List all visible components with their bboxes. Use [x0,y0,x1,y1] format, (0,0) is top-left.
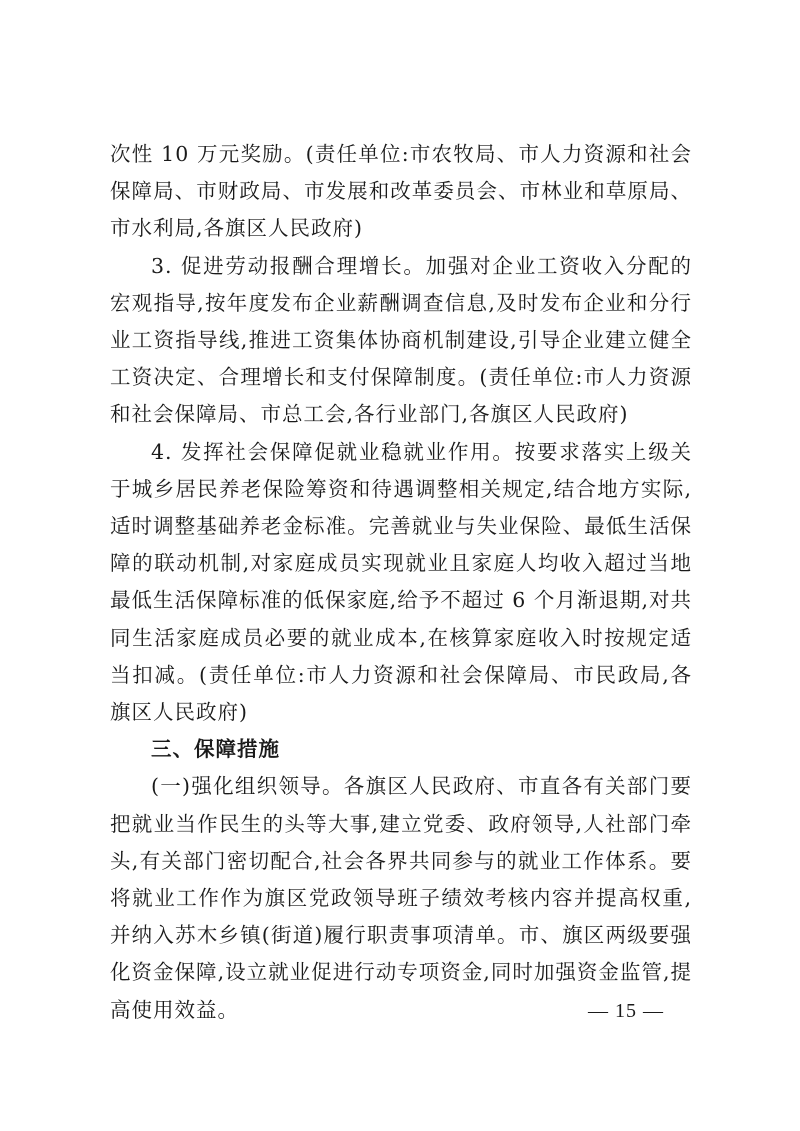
page-number: — 15 — [588,1000,664,1022]
document-body [110,136,692,1029]
paragraph-continuation: 次性 10 万元奖励。(责任单位:市农牧局、市人力资源和社会保障局、市财政局、市发展和改革委员会、市林业和草原局、市水利局,各旗区人民政府) [110,142,692,241]
paragraph-item-4: 4. 发挥社会保障促就业稳就业作用。按要求落实上级关于城乡居民养老保险筹资和待遇调整相关规定,结合地方实际,适时调整基础养老金标准。完善就业与失业保险、最低生活保障的联动机制,对家庭成员实现就业且家庭人均收入超过当地最低生活保障标准的低保家庭,给予不超过 6 个月渐退期,对共同生活家庭成员必要的就业成本,在核算家庭收入时按规定适当扣减。(责任单位:市人力资源和社会保障局、市民政局,各旗区人民政府) [110,439,692,725]
section-heading: 三、保障措施 [151,737,280,762]
paragraph-section-1: (一)强化组织领导。各旗区人民政府、市直各有关部门要把就业当作民生的头等大事,建立党委、政府领导,人社部门牵头,有关部门密切配合,社会各界共同参与的就业工作体系。要将就业工作作为旗区党政领导班子绩效考核内容并提高权重,并纳入苏木乡镇(街道)履行职责事项清单。市、旗区两级要强化资金保障,设立就业促进行动专项资金,同时加强资金监管,提高使用效益。 [110,774,692,1022]
paragraph-item-3: 3. 促进劳动报酬合理增长。加强对企业工资收入分配的宏观指导,按年度发布企业薪酬调查信息,及时发布企业和分行业工资指导线,推进工资集体协商机制建设,引导企业建立健全工资决定、合理增长和支付保障制度。(责任单位:市人力资源和社会保障局、市总工会,各行业部门,各旗区人民政府) [110,253,692,427]
